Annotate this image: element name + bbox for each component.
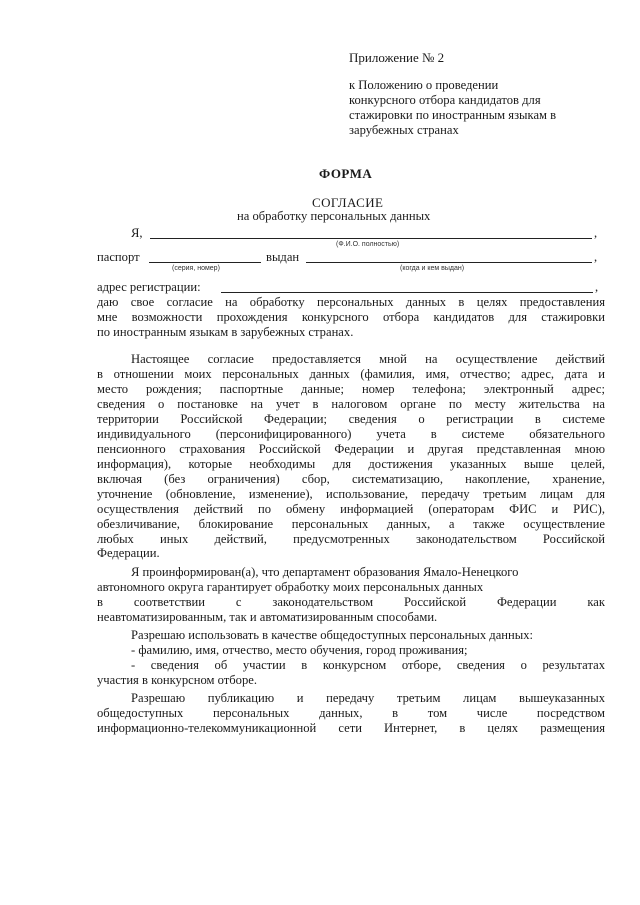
body-line: включая (без ограничения) сбор, систематизацию, накопление, хранение, — [97, 472, 605, 486]
consent-title: СОГЛАСИЕ — [312, 195, 384, 210]
address-comma: , — [595, 280, 599, 294]
appendix-ref-line-4: зарубежных странах — [349, 123, 459, 137]
body-line: - сведения об участии в конкурсном отборе, сведения о результатах — [131, 658, 605, 672]
passport-label: паспорт — [97, 250, 140, 264]
body-line: Я проинформирован(а), что департамент образования Ямало-Ненецкого — [131, 565, 519, 579]
series-hint: (серия, номер) — [172, 265, 220, 272]
body-line: обезличивание, блокирование персональных данных, а также осуществление — [97, 517, 605, 531]
body-line: неавтоматизированным, так и автоматизированным способами. — [97, 610, 438, 624]
body-line: территории Российской Федерации; сведения о регистрации в системе — [97, 412, 605, 426]
appendix-ref-line-2: конкурсного отбора кандидатов для — [349, 93, 541, 107]
body-line: в отношении моих персональных данных (фамилия, имя, отчество; адрес, дата и — [97, 367, 605, 381]
body-line: осуществления действий по обмену информацией (операторам ФИС и РИС), — [97, 502, 605, 516]
body-line: любых иных действий, предусмотренных законодательством Российской — [97, 532, 605, 546]
body-line: автономного округа гарантирует обработку моих персональных данных — [97, 580, 484, 594]
address-label: адрес регистрации: — [97, 280, 201, 294]
body-line: по иностранным языкам в зарубежных странах. — [97, 325, 354, 339]
issued-label: выдан — [266, 250, 300, 264]
body-line: пенсионного страхования Российской Федерации и другая представленная мною — [97, 442, 605, 456]
body-line: мне возможности прохождения конкурсного отбора кандидатов для стажировки — [97, 310, 605, 324]
body-line: даю свое согласие на обработку персональных данных в целях предоставления — [97, 295, 605, 309]
appendix-ref-line-3: стажировки по иностранным языкам в — [349, 108, 557, 122]
fio-comma: , — [594, 226, 598, 240]
consent-subtitle: на обработку персональных данных — [237, 209, 431, 223]
issued-comma: , — [594, 250, 598, 264]
i-label: Я, — [131, 226, 143, 240]
body-line: в соответствии с законодательством Российской Федерации как — [97, 595, 605, 609]
issued-hint: (когда и кем выдан) — [400, 265, 465, 272]
body-line: сведения о постановке на учет в налоговом органе по месту жительства на — [97, 397, 605, 411]
passport-series-field[interactable] — [149, 262, 261, 263]
body-line: уточнение (обновление, изменение), использование, передачу третьим лицам для — [97, 487, 605, 501]
body-line: информационно-телекоммуникационной сети Интернет, в целях размещения — [97, 721, 605, 735]
appendix-ref-line-1: к Положению о проведении — [349, 78, 499, 92]
fio-field[interactable] — [150, 238, 592, 239]
body-line: Разрешаю использовать в качестве общедоступных персональных данных: — [131, 628, 534, 642]
body-line: Настоящее согласие предоставляется мной на осуществление действий — [131, 352, 605, 366]
body-line: информация), которые необходимы для достижения указанных выше целей, — [97, 457, 605, 471]
address-field[interactable] — [221, 292, 593, 293]
fio-hint: (Ф.И.О. полностью) — [336, 241, 400, 248]
body-line: Разрешаю публикацию и передачу третьим лицам вышеуказанных — [131, 691, 605, 705]
body-line: - фамилию, имя, отчество, место обучения, город проживания; — [131, 643, 468, 657]
body-line: участия в конкурсном отборе. — [97, 673, 258, 687]
body-line: Федерации. — [97, 546, 160, 560]
body-line: общедоступных персональных данных, в том числе посредством — [97, 706, 605, 720]
appendix-number: Приложение № 2 — [349, 50, 445, 65]
body-line: место рождения; паспортные данные; номер телефона; электронный адрес; — [97, 382, 605, 396]
body-line: индивидуального (персонифицированного) учета в системе обязательного — [97, 427, 605, 441]
form-title: ФОРМА — [319, 166, 373, 181]
issued-field[interactable] — [306, 262, 592, 263]
